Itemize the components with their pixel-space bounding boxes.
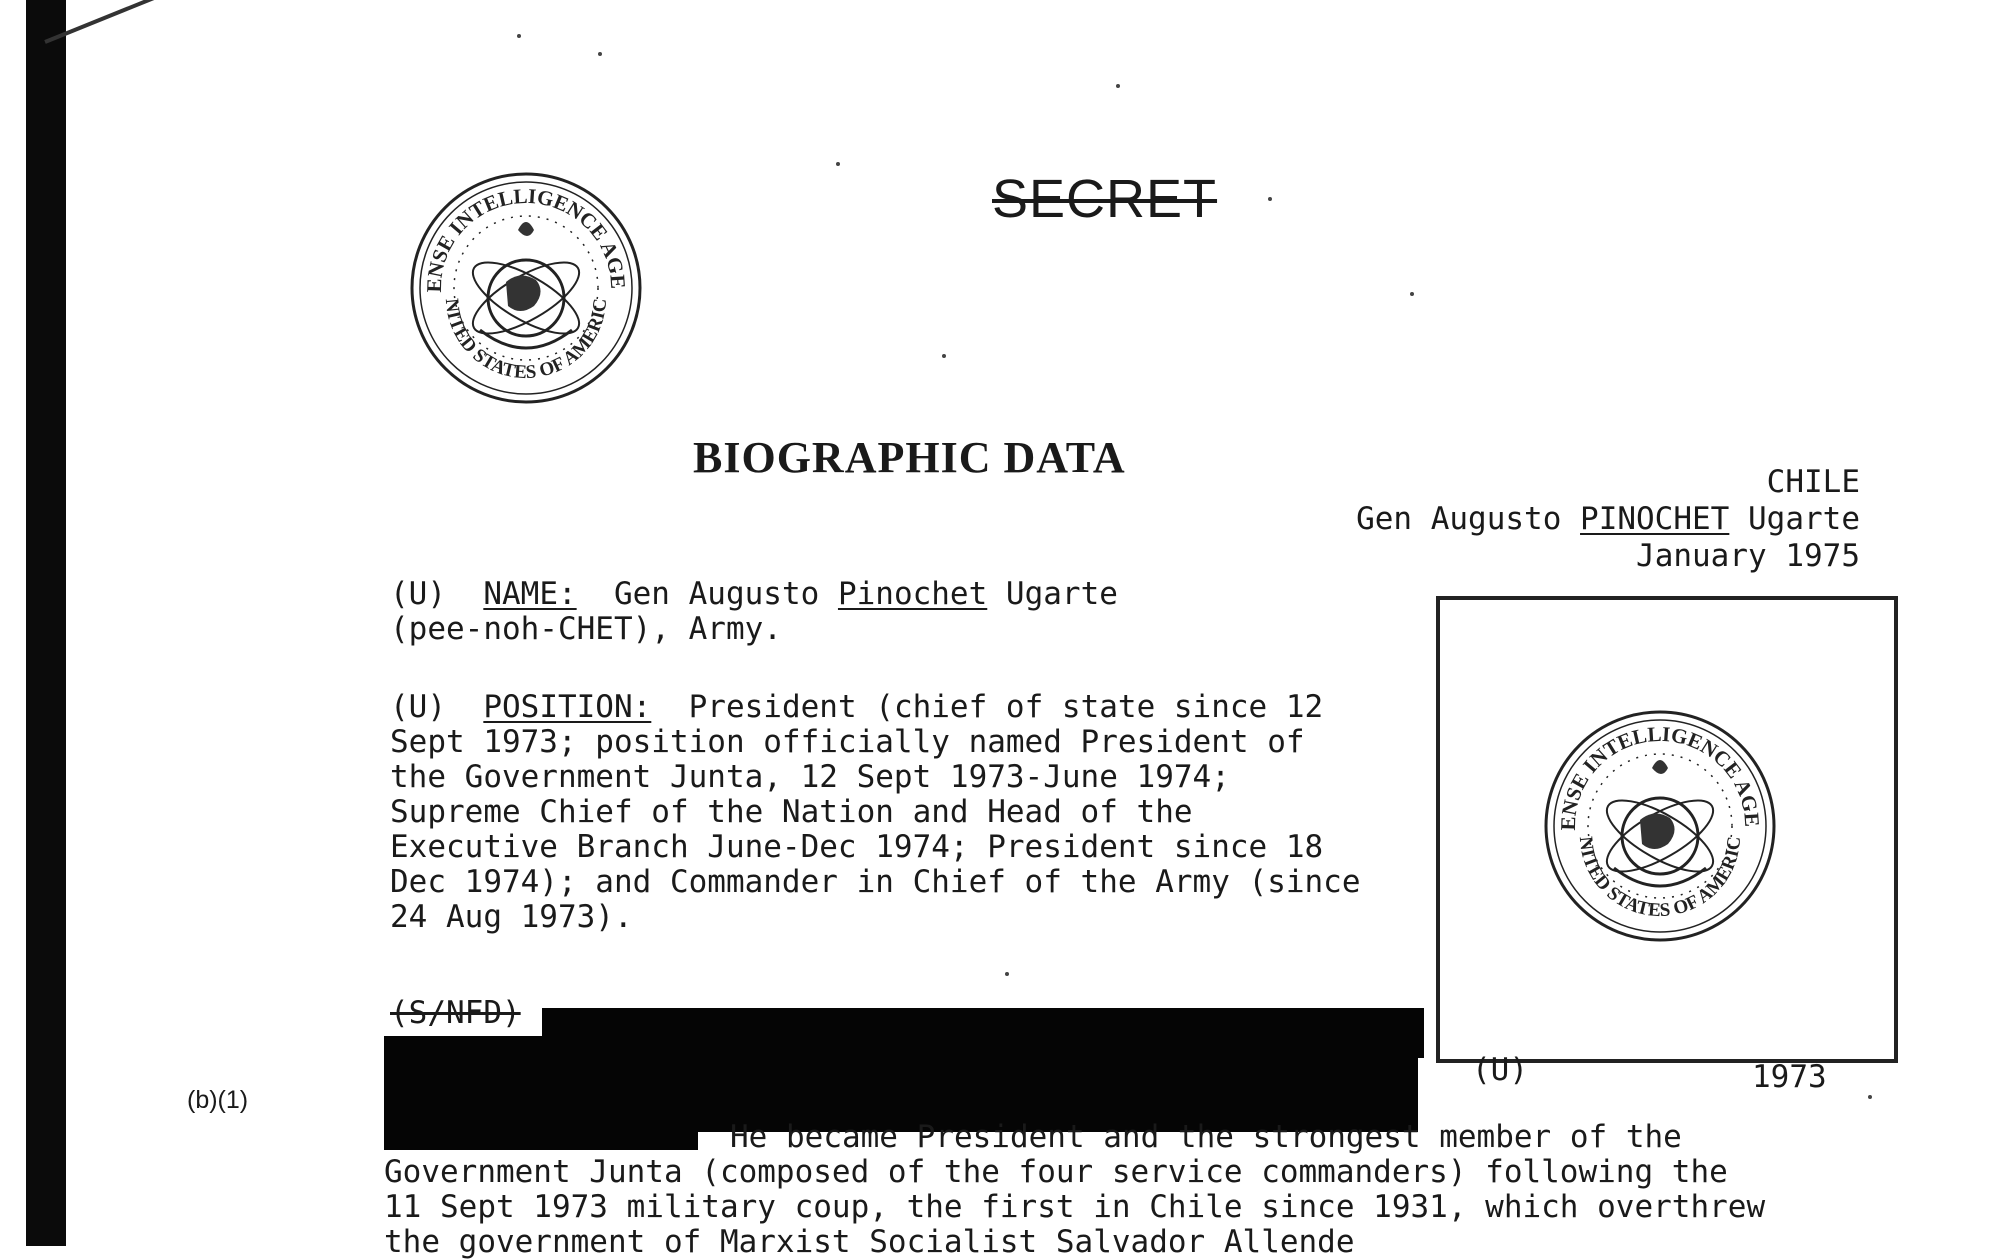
name-line-1 [390, 577, 1118, 612]
name-value-prefix: Gen Augusto [613, 576, 838, 612]
redaction-block [384, 1036, 1418, 1132]
photo-caption-marking: (U) [1472, 1052, 1528, 1088]
dia-seal-logo [408, 170, 644, 410]
position-line-1-rest: President (chief of state since 12 [688, 689, 1324, 725]
speck [1005, 972, 1009, 976]
name-value-surname: Pinochet [837, 576, 988, 612]
position-line-1 [390, 690, 1361, 725]
position-marking: (U) [390, 689, 446, 725]
body-paragraph [384, 1120, 1765, 1260]
body-line: the government of Marxist Socialist Salvador Allende [384, 1224, 1355, 1260]
body-line: He became President and the strongest member of the [730, 1119, 1682, 1155]
document-title: BIOGRAPHIC DATA [693, 433, 1126, 482]
speck [598, 52, 602, 56]
speck [517, 34, 521, 38]
country: CHILE [1766, 464, 1860, 500]
name-line-2: (pee-noh-CHET), Army. [390, 611, 782, 647]
position-line: Executive Branch June-Dec 1974; President since 18 [390, 829, 1324, 865]
subject-line [1356, 501, 1860, 538]
name-section [390, 577, 1118, 647]
document-header [1356, 464, 1860, 575]
svg-text:UNITED STATES OF AMERICA: NITED STATES OF AMERIC [440, 297, 612, 384]
speck [836, 162, 840, 166]
position-line: the Government Junta, 12 Sept 1973-June 1974; [390, 759, 1230, 795]
name-label: NAME: [483, 576, 577, 612]
classification-mark: SECRET [992, 169, 1218, 229]
svg-text:UNITED STATES OF AMERICA: NITED STATES OF AMERIC [1574, 835, 1746, 922]
foia-exemption-label: (b)(1) [187, 1086, 249, 1114]
position-line: 24 Aug 1973). [390, 899, 633, 935]
photo-caption-year: 1973 [1752, 1059, 1827, 1095]
speck [1116, 84, 1120, 88]
position-label: POSITION: [483, 689, 652, 725]
position-section [390, 690, 1361, 935]
name-value-suffix: Ugarte [987, 576, 1118, 612]
position-line: Sept 1973; position officially named President of [390, 724, 1305, 760]
position-line: Dec 1974); and Commander in Chief of the Army (since [390, 864, 1361, 900]
svg-text:DEFENSE INTELLIGENCE AGENCY: ENSE INTELLIGENCE AGE [1555, 721, 1765, 831]
position-line: Supreme Chief of the Nation and Head of the [390, 794, 1193, 830]
name-marking: (U) [390, 576, 446, 612]
subject-suffix: Ugarte [1729, 501, 1860, 537]
speck [1410, 292, 1414, 296]
speck [942, 354, 946, 358]
svg-text:DEFENSE INTELLIGENCE AGENCY: ENSE INTELLIGENCE AGE [421, 183, 631, 293]
body-line: 11 Sept 1973 military coup, the first in Chile since 1931, which overthrew [384, 1189, 1766, 1225]
photo-frame [1436, 596, 1898, 1063]
speck [1868, 1095, 1872, 1099]
subject-surname: PINOCHET [1580, 501, 1730, 537]
subject-prefix: Gen Augusto [1356, 501, 1581, 537]
redacted-section-marking: (S/NFD) [390, 995, 521, 1031]
scan-edge-shadow [26, 0, 66, 1246]
speck [1268, 197, 1272, 201]
photo-placeholder-seal [1542, 708, 1778, 948]
body-line: Government Junta (composed of the four service commanders) following the [384, 1154, 1728, 1190]
document-date: January 1975 [1636, 538, 1860, 574]
